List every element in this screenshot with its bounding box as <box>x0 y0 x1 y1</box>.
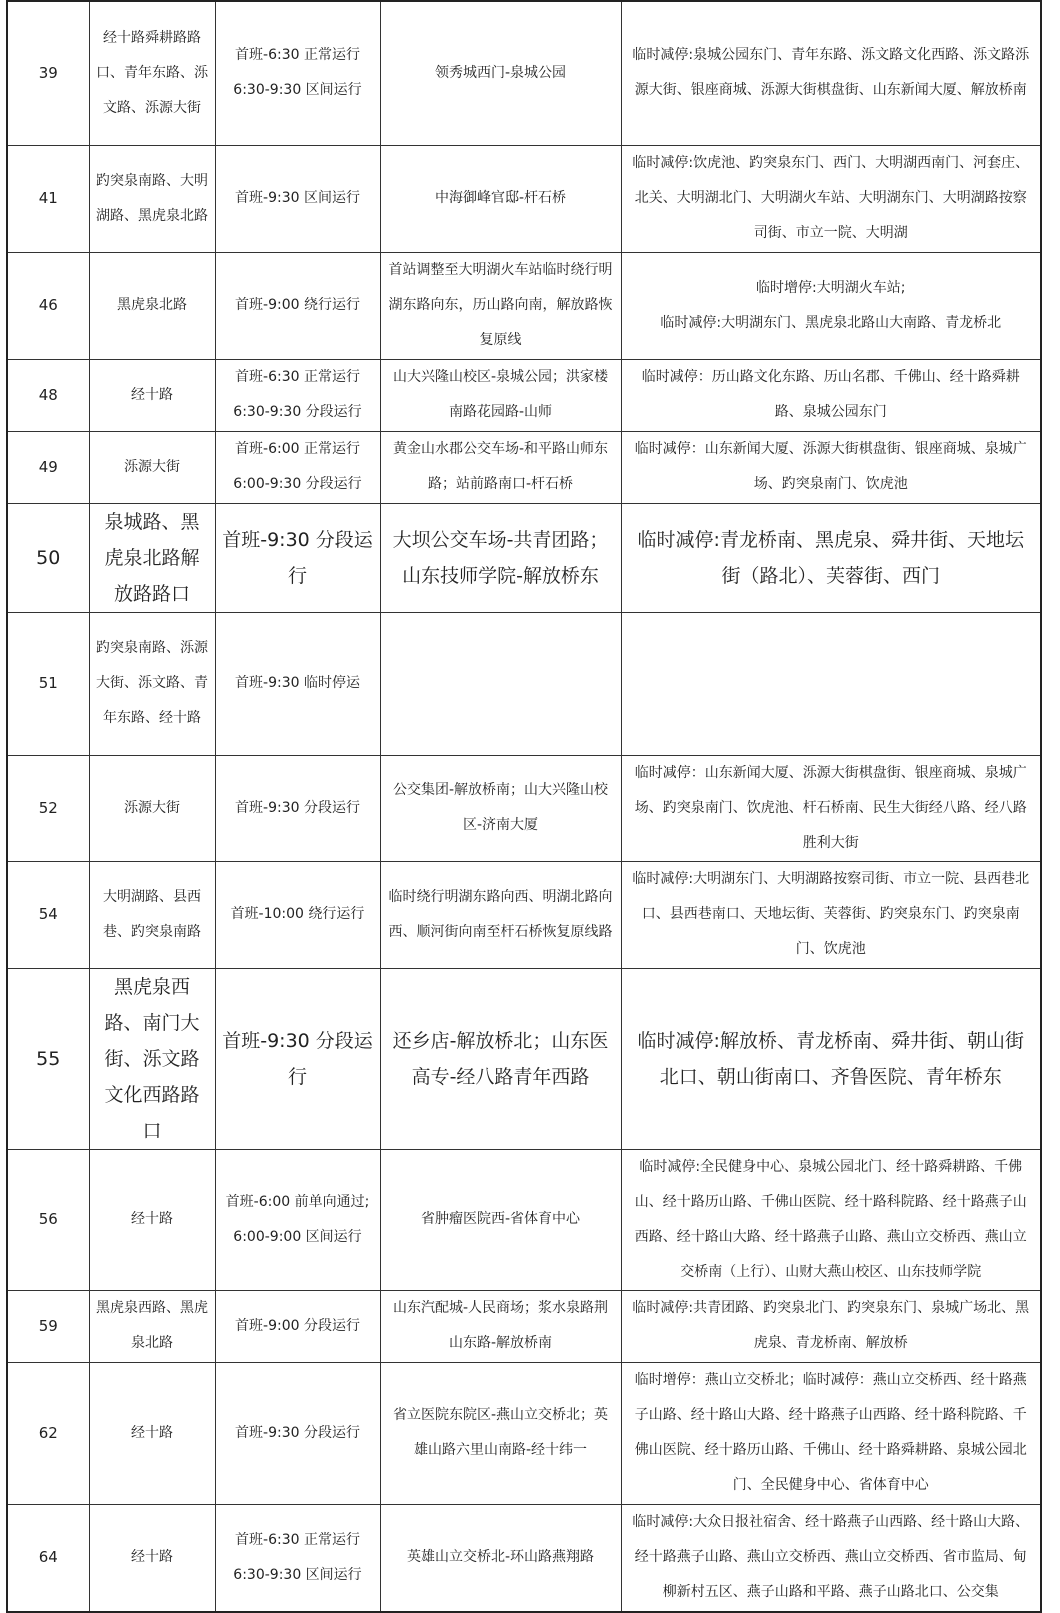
operation-time-line: 首班-9:30 分段运行 <box>222 1029 373 1088</box>
route-number: 55 <box>7 968 89 1149</box>
affected-roads: 经十路 <box>89 1149 215 1290</box>
table-row <box>7 861 1041 968</box>
operation-time-line: 6:00-9:30 分段运行 <box>233 476 362 492</box>
affected-roads: 黑虎泉西路、黑虎泉北路 <box>89 1290 215 1362</box>
table-row <box>7 252 1041 359</box>
stop-changes <box>621 431 1041 503</box>
operation-time-line: 6:00-9:00 区间运行 <box>233 1228 362 1245</box>
table-row <box>7 1149 1041 1290</box>
bus-route-table <box>6 0 1042 1613</box>
operation-time-line: 首班-9:30 临时停运 <box>235 675 360 691</box>
route-number: 41 <box>7 145 89 252</box>
stop-changes <box>621 503 1041 612</box>
operation-time <box>215 1149 380 1290</box>
affected-roads: 泉城路、黑虎泉北路解放路路口 <box>89 503 215 612</box>
route-adjustment <box>380 1362 621 1504</box>
stop-changes <box>621 968 1041 1149</box>
operation-time <box>215 612 380 755</box>
stop-changes <box>621 1 1041 145</box>
table-row <box>7 431 1041 503</box>
route-adjustment <box>380 1504 621 1612</box>
stop-changes-line: 临时减停:泉城公园东门、青年东路、泺文路文化西路、泺文路泺源大街、银座商城、泺源大街棋盘街、山东新闻大厦、解放桥南 <box>632 47 1030 99</box>
affected-roads: 泺源大街 <box>89 755 215 861</box>
affected-roads: 经十路舜耕路路口、青年东路、泺文路、泺源大街 <box>89 1 215 145</box>
route-adjustment-line: 公交集团-解放桥南；山大兴隆山校区-济南大厦 <box>392 782 609 833</box>
operation-time-line: 首班-9:30 分段运行 <box>235 799 360 816</box>
operation-time <box>215 755 380 861</box>
stop-changes <box>621 252 1041 359</box>
stop-changes <box>621 1504 1041 1612</box>
stop-changes-line: 临时减停:全民健身中心、泉城公园北门、经十路舜耕路、千佛山、经十路历山路、千佛山医院、经十路科院路、经十路燕子山西路、经十路山大路、经十路燕子山路、燕山立交桥西、燕山立交桥南（上行）、山财大燕山校区、山东技师学院 <box>634 1158 1027 1280</box>
operation-time-line: 首班-9:00 绕行运行 <box>235 297 360 313</box>
operation-time-line: 首班-6:30 正常运行 <box>235 1531 360 1548</box>
affected-roads: 经十路 <box>89 359 215 431</box>
route-number: 54 <box>7 861 89 968</box>
route-adjustment-line: 黄金山水郡公交车场-和平路山师东路；站前路南口-杆石桥 <box>392 441 609 492</box>
operation-time-line: 首班-9:00 分段运行 <box>235 1317 360 1334</box>
table-row <box>7 359 1041 431</box>
operation-time-line: 首班-9:30 分段运行 <box>235 1424 360 1441</box>
table-row <box>7 503 1041 612</box>
route-adjustment <box>380 431 621 503</box>
operation-time <box>215 1 380 145</box>
operation-time <box>215 1362 380 1504</box>
route-number: 49 <box>7 431 89 503</box>
table-row <box>7 968 1041 1149</box>
table-row <box>7 145 1041 252</box>
route-adjustment <box>380 145 621 252</box>
route-number: 48 <box>7 359 89 431</box>
stop-changes-line: 临时减停：山东新闻大厦、泺源大街棋盘街、银座商城、泉城广场、趵突泉南门、饮虎池 <box>634 441 1027 492</box>
stop-changes <box>621 1149 1041 1290</box>
table-body <box>7 1 1041 1612</box>
route-adjustment <box>380 252 621 359</box>
route-adjustment-line: 大坝公交车场-共青团路；山东技师学院-解放桥东 <box>392 528 609 587</box>
table-row <box>7 755 1041 861</box>
stop-changes-line: 临时增停：燕山立交桥北；临时减停：燕山立交桥西、经十路燕子山路、经十路山大路、经十路燕子山西路、经十路科院路、千佛山医院、经十路历山路、千佛山、经十路舜耕路、泉城公园北门、全民健身中心、省体育中心 <box>634 1372 1027 1493</box>
operation-time-line: 首班-9:30 区间运行 <box>235 190 360 206</box>
stop-changes <box>621 755 1041 861</box>
operation-time <box>215 252 380 359</box>
route-adjustment-line: 中海御峰官邸-杆石桥 <box>434 190 567 206</box>
stop-changes <box>621 359 1041 431</box>
stop-changes <box>621 145 1041 252</box>
operation-time <box>215 431 380 503</box>
schedule-table-wrapper <box>6 0 1040 1613</box>
stop-changes-line: 临时减停:青龙桥南、黑虎泉、舜井街、天地坛街（路北）、芙蓉街、西门 <box>637 528 1024 587</box>
affected-roads: 经十路 <box>89 1362 215 1504</box>
affected-roads: 黑虎泉西路、南门大街、泺文路文化西路路口 <box>89 968 215 1149</box>
route-adjustment <box>380 1149 621 1290</box>
stop-changes <box>621 1362 1041 1504</box>
route-adjustment-line: 领秀城西门-泉城公园 <box>434 64 567 81</box>
operation-time-line: 首班-6:30 正常运行 <box>235 47 360 64</box>
operation-time-line: 首班-9:30 分段运行 <box>222 528 373 587</box>
route-number: 64 <box>7 1504 89 1612</box>
route-adjustment <box>380 968 621 1149</box>
operation-time-line: 首班-10:00 绕行运行 <box>230 906 365 922</box>
route-number: 51 <box>7 612 89 755</box>
table-row <box>7 1290 1041 1362</box>
operation-time-line: 6:30-9:30 区间运行 <box>233 1566 362 1583</box>
stop-changes-line: 临时减停:共青团路、趵突泉北门、趵突泉东门、泉城广场北、黑虎泉、青龙桥南、解放桥 <box>632 1300 1030 1351</box>
route-adjustment <box>380 861 621 968</box>
operation-time <box>215 145 380 252</box>
route-number: 46 <box>7 252 89 359</box>
route-adjustment <box>380 359 621 431</box>
stop-changes-line: 临时减停：历山路文化东路、历山名郡、千佛山、经十路舜耕路、泉城公园东门 <box>641 369 1020 420</box>
operation-time-line: 首班-6:30 正常运行 <box>235 369 360 385</box>
table-row <box>7 1362 1041 1504</box>
operation-time <box>215 503 380 612</box>
operation-time <box>215 1504 380 1612</box>
operation-time-line: 6:30-9:30 分段运行 <box>233 404 362 420</box>
route-adjustment <box>380 612 621 755</box>
route-number: 50 <box>7 503 89 612</box>
affected-roads: 大明湖路、县西巷、趵突泉南路 <box>89 861 215 968</box>
route-adjustment <box>380 1290 621 1362</box>
affected-roads: 泺源大街 <box>89 431 215 503</box>
route-number: 59 <box>7 1290 89 1362</box>
stop-changes-line: 临时减停:大明湖东门、黑虎泉北路山大南路、青龙桥北 <box>660 314 1002 331</box>
operation-time <box>215 1290 380 1362</box>
operation-time <box>215 359 380 431</box>
affected-roads: 经十路 <box>89 1504 215 1612</box>
affected-roads: 黑虎泉北路 <box>89 252 215 359</box>
route-number: 62 <box>7 1362 89 1504</box>
route-adjustment-line: 省立医院东院区-燕山立交桥北；英雄山路六里山南路-经十纬一 <box>392 1407 609 1458</box>
route-adjustment-line: 首站调整至大明湖火车站临时绕行明湖东路向东，历山路向南，解放路恢复原线 <box>388 262 613 348</box>
stop-changes-line: 临时减停:饮虎池、趵突泉东门、西门、大明湖西南门、河套庄、北关、大明湖北门、大明湖火车站、大明湖东门、大明湖路按察司街、市立一院、大明湖 <box>632 155 1030 241</box>
route-adjustment-line: 临时绕行明湖东路向西、明湖北路向西、顺河街向南至杆石桥恢复原线路 <box>388 888 613 940</box>
route-adjustment <box>380 503 621 612</box>
operation-time-line: 6:30-9:30 区间运行 <box>233 82 362 99</box>
stop-changes-line: 临时减停:大众日报社宿舍、经十路燕子山西路、经十路山大路、经十路燕子山路、燕山立交桥西、燕山立交桥西、省市监局、甸柳新村五区、燕子山路和平路、燕子山路北口、公交集 <box>632 1514 1030 1601</box>
route-adjustment-line: 还乡店-解放桥北；山东医高专-经八路青年西路 <box>392 1029 609 1088</box>
route-number: 39 <box>7 1 89 145</box>
stop-changes-line: 临时减停:解放桥、青龙桥南、舜井街、朝山街北口、朝山街南口、齐鲁医院、青年桥东 <box>637 1029 1024 1088</box>
stop-changes-line: 临时增停:大明湖火车站; <box>756 279 906 296</box>
operation-time-line: 首班-6:00 前单向通过; <box>225 1193 370 1210</box>
route-adjustment-line: 山东汽配城-人民商场；浆水泉路荆山东路-解放桥南 <box>392 1300 609 1351</box>
route-number: 52 <box>7 755 89 861</box>
route-adjustment <box>380 1 621 145</box>
affected-roads: 趵突泉南路、泺源大街、泺文路、青年东路、经十路 <box>89 612 215 755</box>
stop-changes-line: 临时减停：山东新闻大厦、泺源大街棋盘街、银座商城、泉城广场、趵突泉南门、饮虎池、杆石桥南、民生大街经八路、经八路胜利大街 <box>634 764 1027 851</box>
table-row <box>7 1 1041 145</box>
operation-time-line: 首班-6:00 正常运行 <box>235 441 360 457</box>
affected-roads: 趵突泉南路、大明湖路、黑虎泉北路 <box>89 145 215 252</box>
table-row <box>7 612 1041 755</box>
operation-time <box>215 968 380 1149</box>
stop-changes <box>621 861 1041 968</box>
operation-time <box>215 861 380 968</box>
route-adjustment <box>380 755 621 861</box>
route-adjustment-line: 山大兴隆山校区-泉城公园；洪家楼南路花园路-山师 <box>392 369 609 420</box>
table-row <box>7 1504 1041 1612</box>
route-number: 56 <box>7 1149 89 1290</box>
stop-changes-line: 临时减停:大明湖东门、大明湖路按察司街、市立一院、县西巷北口、县西巷南口、天地坛街、芙蓉街、趵突泉东门、趵突泉南门、饮虎池 <box>632 871 1030 957</box>
stop-changes <box>621 1290 1041 1362</box>
route-adjustment-line: 英雄山立交桥北-环山路燕翔路 <box>406 1549 595 1566</box>
route-adjustment-line: 省肿瘤医院西-省体育中心 <box>420 1211 581 1227</box>
stop-changes <box>621 612 1041 755</box>
